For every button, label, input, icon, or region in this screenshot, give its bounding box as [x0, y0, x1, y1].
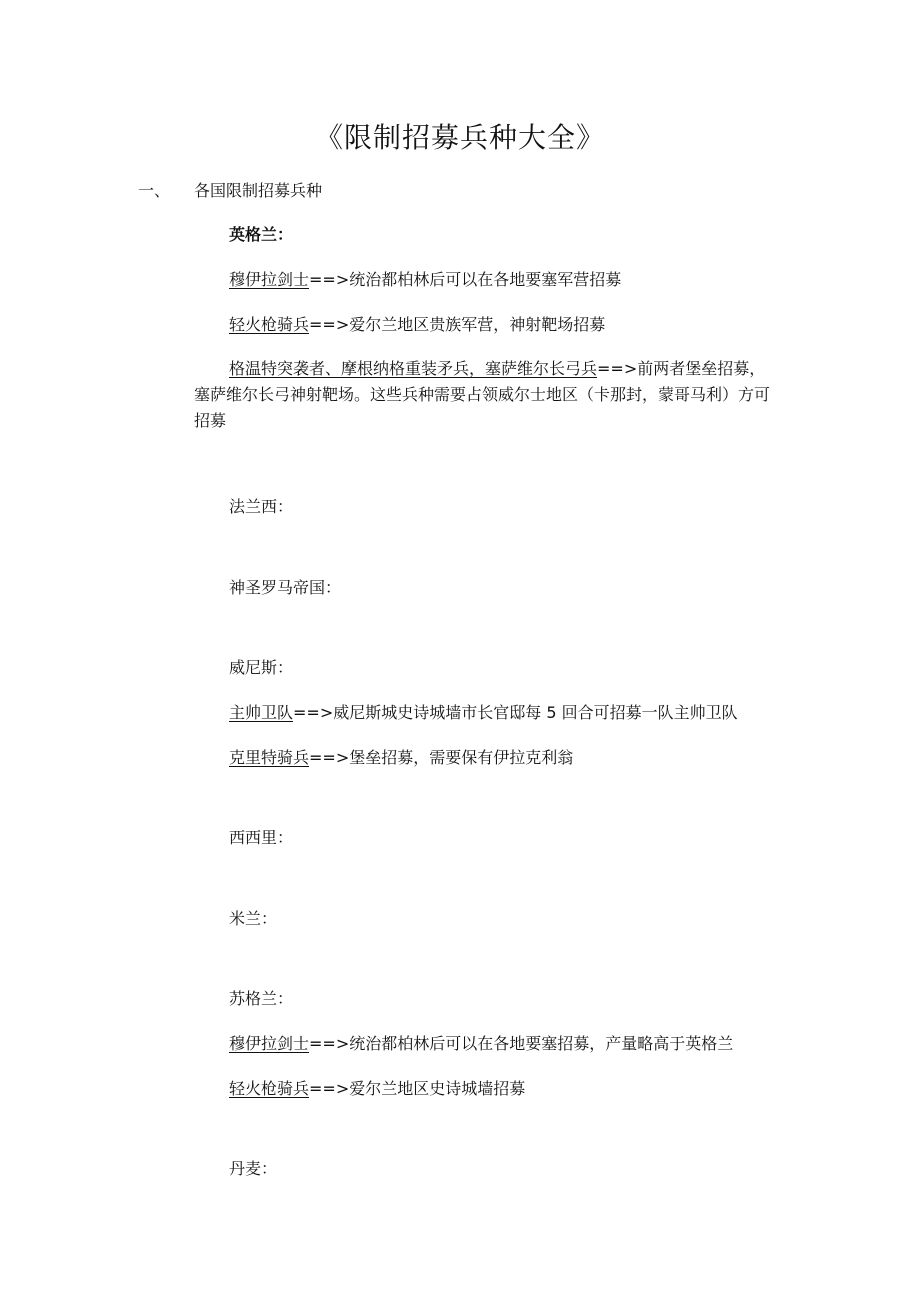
document-title: 《限制招募兵种大全》 [314, 121, 605, 154]
unit-description: ==>爱尔兰地区贵族军营，神射靶场招募 [309, 315, 606, 334]
unit-name: 格温特突袭者、摩根纳格重装矛兵，塞萨维尔长弓兵 [229, 359, 598, 378]
scotland-line-1 [229, 1033, 733, 1055]
section-title: 各国限制招募兵种 [194, 181, 323, 200]
heading-france: 法兰西： [229, 497, 294, 516]
heading-sicily: 西西里： [229, 828, 294, 847]
england-line-2 [229, 314, 605, 336]
scotland-line-2 [229, 1078, 525, 1100]
unit-description: ==>爱尔兰地区史诗城墙招募 [309, 1079, 526, 1098]
heading-england: 英格兰： [229, 225, 294, 244]
unit-name: 轻火枪骑兵 [229, 315, 310, 334]
england-paragraph-3 [194, 356, 774, 434]
unit-name: 穆伊拉剑士 [229, 1034, 310, 1053]
venice-line-1 [229, 702, 738, 724]
unit-name: 穆伊拉剑士 [229, 270, 310, 289]
venice-line-2 [229, 747, 573, 769]
unit-description: ==>堡垒招募，需要保有伊拉克利翁 [309, 748, 574, 767]
unit-description: ==>前两者堡垒招募，塞萨维尔长弓神射靶场。这些兵种需要占领威尔士地区（卡那封，蒙哥马利）方可招募 [194, 359, 771, 430]
england-line-1 [229, 269, 621, 291]
heading-hre: 神圣罗马帝国： [229, 578, 342, 597]
heading-scotland: 苏格兰： [229, 989, 294, 1008]
heading-venice: 威尼斯： [229, 658, 294, 677]
heading-denmark: 丹麦： [229, 1159, 278, 1178]
unit-name: 轻火枪骑兵 [229, 1079, 310, 1098]
unit-name: 主帅卫队 [229, 703, 294, 722]
section-number: 一、 [138, 181, 171, 200]
unit-description: ==>统治都柏林后可以在各地要塞军营招募 [309, 270, 622, 289]
heading-milan: 米兰： [229, 909, 278, 928]
unit-description: ==>统治都柏林后可以在各地要塞招募，产量略高于英格兰 [309, 1034, 734, 1053]
unit-description: ==>威尼斯城史诗城墙市长官邸每 5 回合可招募一队主帅卫队 [293, 703, 738, 722]
unit-name: 克里特骑兵 [229, 748, 310, 767]
